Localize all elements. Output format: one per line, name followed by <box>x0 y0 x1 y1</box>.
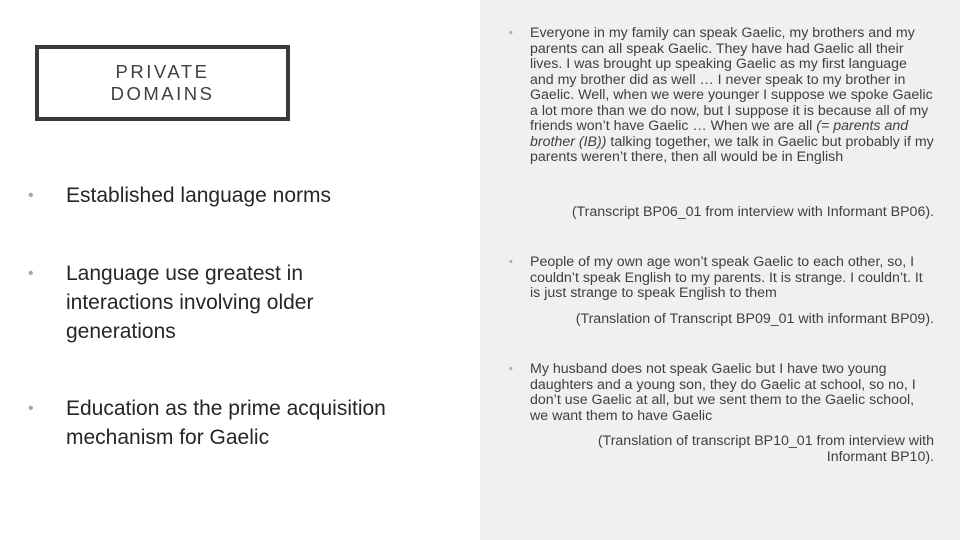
quote-1 <box>509 26 934 166</box>
quote-text <box>530 26 934 166</box>
quote-text: People of my own age won’t speak Gaelic to each other, so, I couldn’t speak English to my parents. It is strange. I couldn’t. It is just strange to speak English to them <box>530 254 923 301</box>
bullet-dot-icon: • <box>28 187 34 204</box>
quote-source: (Transcript BP06_01 from interview with Informant BP06). <box>571 204 934 220</box>
bullet-dot-icon: • <box>509 363 513 375</box>
left-bullet-1 <box>28 181 448 210</box>
quote-text-part: talking together, we talk in Gaelic but probably if my parents weren’t there, then all would be in English <box>530 133 934 165</box>
quote-text: My husband does not speak Gaelic but I have two young daughters and a young son, they do Gaelic at school, so no, I don’t use Gaelic at all, but we sent them to the Gaelic school, we want them to have Gaelic <box>530 361 916 424</box>
left-bullet-3 <box>28 394 448 452</box>
bullet-dot-icon: • <box>509 256 513 268</box>
quote-source-line: (Translation of transcript BP10_01 from interview with <box>597 433 934 449</box>
left-bullet-text: Established language norms <box>66 184 332 207</box>
bullet-dot-icon: • <box>28 400 34 417</box>
title-box <box>35 45 290 121</box>
left-bullet-text: Language use greatest in interactions involving older generations <box>66 262 314 343</box>
title-line-1: PRIVATE <box>115 61 210 82</box>
bullet-dot-icon: • <box>509 27 513 39</box>
quote-source: (Translation of Transcript BP09_01 with informant BP09). <box>575 311 934 327</box>
bullet-dot-icon: • <box>28 265 34 282</box>
left-bullet-2 <box>28 259 448 346</box>
quote-2 <box>509 255 934 302</box>
quote-source <box>500 434 934 465</box>
quote-source-line: Informant BP10). <box>826 448 934 465</box>
quote-text-italic: (= parents and brother (IB)) <box>530 118 909 150</box>
quote-3 <box>509 362 934 424</box>
title-line-2: DOMAINS <box>110 83 215 104</box>
quote-text-part: Everyone in my family can speak Gaelic, my brothers and my parents can all speak Gaelic. They have had Gaelic all their lives. I was brought up speaking Gaelic as my first language and my brother did as well … I never speak to my brother in Gaelic. Well, when we were younger I suppose we spoke Gaelic a lot more than we do now, but I suppose it is because all of my friends won’t have Gaelic … When we are all <box>530 25 933 134</box>
left-bullet-text: Education as the prime acquisition mechanism for Gaelic <box>66 397 386 449</box>
